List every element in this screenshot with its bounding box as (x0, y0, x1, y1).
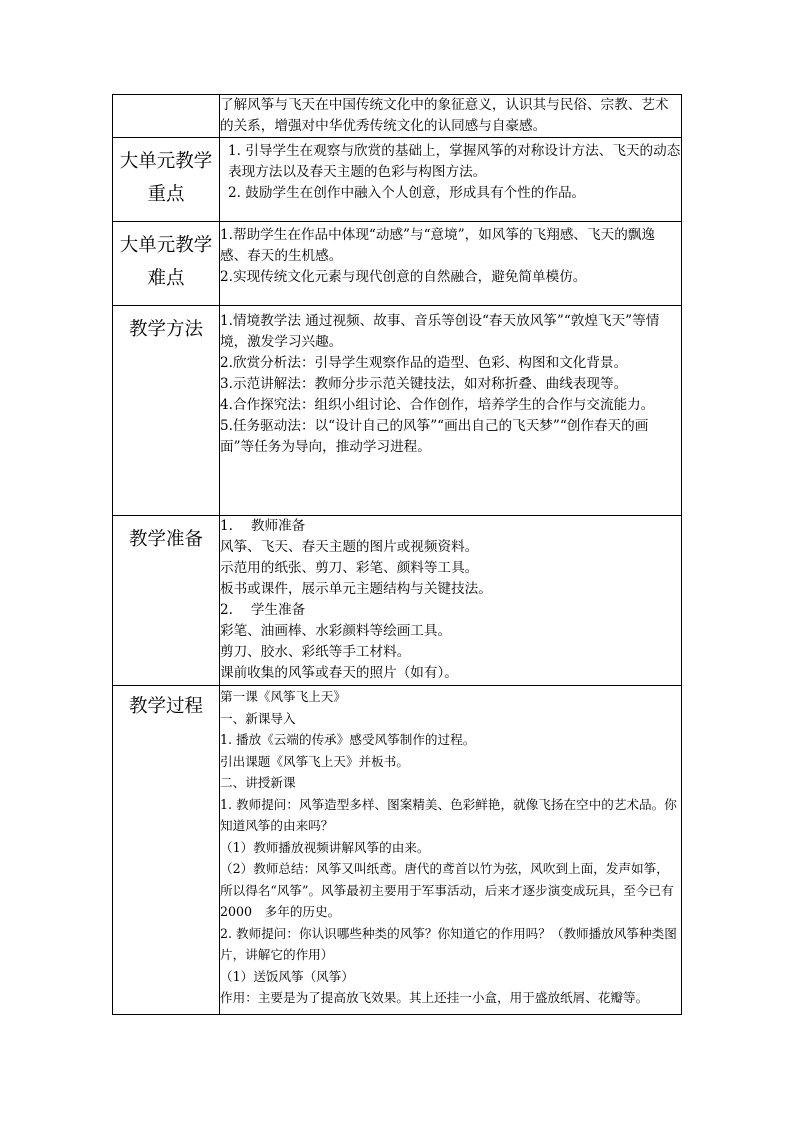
content-line: 剪刀、胶水、彩纸等手工材料。 (220, 644, 411, 660)
row-key-points (113, 138, 682, 222)
content-line: 2. 教师提问：你认识哪些种类的风筝？你知道它的作用吗？（教师播放风筝种类图片，讲解它的作用） (220, 925, 677, 962)
content-line: （2）教师总结：风筝又叫纸鸢。唐代的鸢首以竹为弦，风吹到上面，发声如筝，所以得名“风筝”。风筝最初主要用于军事活动，后来才逐步演变成玩具，至今已有 2000 多年的历史。 (220, 861, 687, 919)
difficulties-content (220, 222, 682, 306)
row-goal-continued (113, 95, 682, 138)
preparation-content (220, 516, 682, 686)
content-line: 1.帮助学生在作品中体现“动感”与“意境”，如风筝的飞翔感、飞天的飘逸感、春天的生机感。 (220, 227, 655, 264)
row-label-preparation: 教学准备 (113, 516, 220, 686)
content-line: 彩笔、油画棒、水彩颜料等绘画工具。 (220, 623, 452, 639)
row-preparation (113, 516, 682, 686)
content-line: 2. 学生准备 (220, 602, 306, 618)
content-line: （1）教师播放视频讲解风筝的由来。 (220, 839, 430, 855)
row-label-methods: 教学方法 (113, 306, 220, 516)
content-line: 2. 鼓励学生在创作中融入个人创意，形成具有个性的作品。 (228, 185, 586, 201)
process-content (220, 686, 687, 1015)
row-difficulties (113, 222, 682, 306)
goal-content (220, 95, 682, 138)
content-line: 1.情境教学法 通过视频、故事、音乐等创设“春天放风筝”“敦煌飞天”等情境，激发学习兴趣。 (220, 313, 660, 350)
content-line: 二、讲授新课 (220, 775, 296, 790)
content-line: 5.任务驱动法：以“设计自己的风筝”“画出自己的飞天梦”“创作春天的画面”等任务为导向，推动学习进程。 (220, 418, 649, 455)
content-line: 引出课题《风筝飞上天》并板书。 (220, 753, 409, 769)
content-line: 风筝、飞天、春天主题的图片或视频资料。 (220, 539, 479, 555)
content-line: （1）送饭风筝（风筝） (220, 968, 354, 984)
content-line: 4.合作探究法：组织小组讨论、合作创作，培养学生的合作与交流能力。 (220, 397, 655, 413)
content-line: 了解风筝与飞天在中国传统文化中的象征意义，认识其与民俗、宗教、艺术的关系，增强对中华优秀传统文化的认同感与自豪感。 (220, 97, 669, 134)
content-line: 一、新课导入 (220, 710, 296, 726)
content-line: 示范用的纸张、剪刀、彩笔、颜料等工具。 (220, 560, 479, 576)
lesson-plan-table (112, 94, 687, 1015)
row-process (113, 686, 682, 1015)
content-line: 2.欣赏分析法：引导学生观察作品的造型、色彩、构图和文化背景。 (220, 355, 628, 371)
content-line: 1. 教师提问：风筝造型多样、图案精美、色彩鲜艳，就像飞扬在空中的艺术品。你知道风筝的由来吗？ (220, 796, 677, 833)
row-label-process: 教学过程 (113, 686, 220, 1015)
content-line: 1. 引导学生在观察与欣赏的基础上，掌握风筝的对称设计方法、飞天的动态表现方法以及春天主题的色彩与构图方法。 (228, 143, 681, 180)
content-line: 2.实现传统文化元素与现代创意的自然融合，避免简单模仿。 (220, 269, 587, 285)
row-label-empty (113, 95, 220, 138)
content-line: 板书或课件，展示单元主题结构与关键技法。 (220, 581, 492, 597)
content-line: 第一课《风筝飞上天》 (220, 689, 346, 704)
content-line: 1. 教师准备 (220, 518, 306, 534)
methods-content (220, 306, 682, 516)
content-line: 作用：主要是为了提高放飞效果。其上还挂一小盒，用于盛放纸屑、花瓣等。 (220, 990, 649, 1005)
row-label-difficulties: 大单元教学难点 (113, 222, 220, 306)
content-line: 1. 播放《云端的传承》感受风筝制作的过程。 (220, 732, 476, 747)
content-line: 课前收集的风筝或春天的照片（如有）。 (220, 665, 458, 681)
row-label-key-points: 大单元教学重点 (113, 138, 220, 222)
row-methods (113, 306, 682, 516)
content-line: 3.示范讲解法：教师分步示范关键技法，如对称折叠、曲线表现等。 (220, 376, 628, 392)
key-points-content (220, 138, 682, 222)
